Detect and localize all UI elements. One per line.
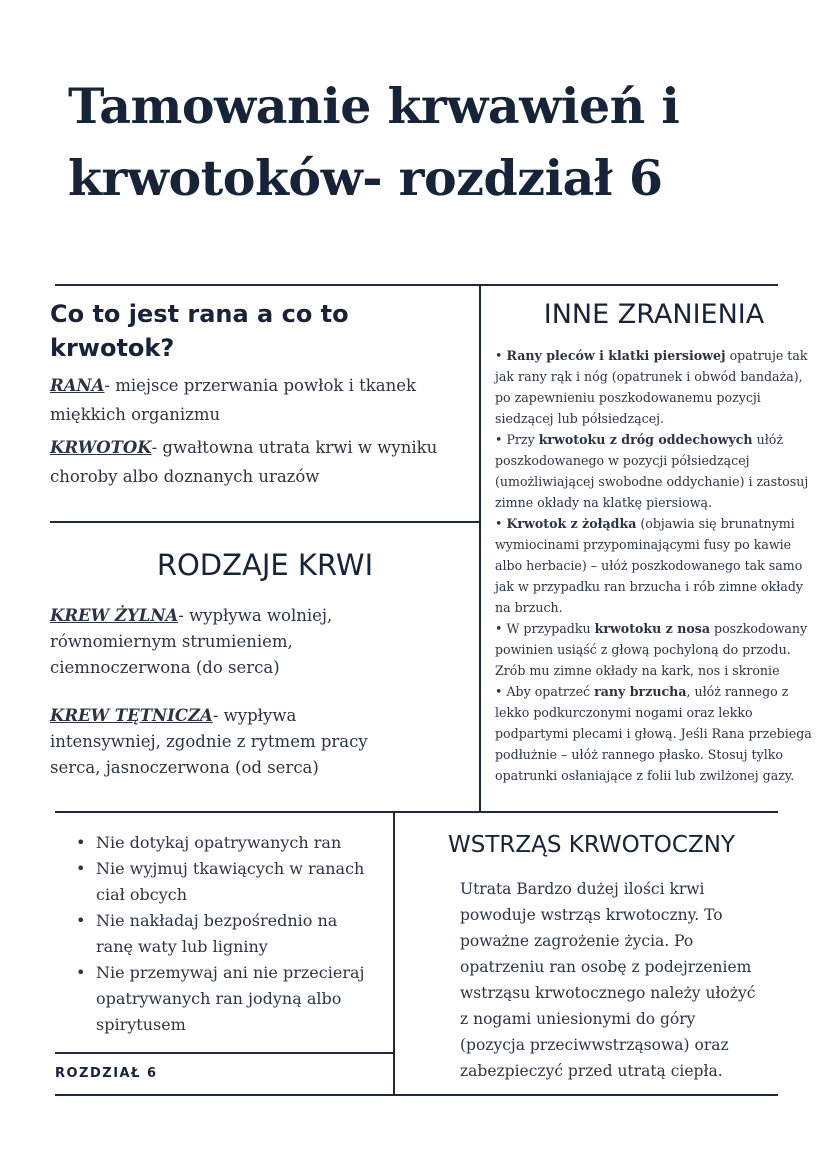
divider-top <box>55 284 778 286</box>
footer-chapter: ROZDZIAŁ 6 <box>55 1066 158 1081</box>
blood-type-text: - wypływa wolniej, równomiernym strumieniem, ciemnoczerwona (do serca) <box>50 606 333 677</box>
list-item: • Nie nakładaj bezpośrednio na ranę waty lub ligniny <box>70 908 370 960</box>
page-title: Tamowanie krwawień i krwotoków- rozdział 6 <box>68 77 680 207</box>
definition-term: RANA <box>50 376 105 395</box>
blood-types-heading: RODZAJE KRWI <box>156 548 374 582</box>
divider-middle <box>55 811 778 813</box>
list-item: • Przy krwotoku z dróg oddechowych ułóż poszkodowanego w pozycji półsiedzącej (umożliwiającej swobodne oddychanie) i zastosuj zimne okłady na klatkę piersiową. <box>495 432 809 510</box>
blood-type-arterial <box>50 703 380 781</box>
shock-text: Utrata Bardzo dużej ilości krwi powoduje wstrząs krwotoczny. To poważne zagrożenie życia. Po opatrzeniu ran osobę z podejrzeniem wstrząsu krwotocznego należy ułożyć z nogami uniesionymi do góry (pozycja przeciwwstrząsowa) oraz zabezpieczyć przed utratą ciepła. <box>460 880 756 1080</box>
definition-text: - miejsce przerwania powłok i tkanek miękkich organizmu <box>50 376 417 424</box>
divider-left-middle <box>50 521 480 523</box>
definition-rana <box>50 371 470 429</box>
other-injuries-list <box>495 345 817 786</box>
blood-type-term: KREW ŻYLNA <box>50 606 179 625</box>
definition-term: KRWOTOK <box>50 438 152 457</box>
blood-type-venous <box>50 603 380 681</box>
list-item: • Rany pleców i klatki piersiowej opatruje tak jak rany rąk i nóg (opatrunek i obwód bandaża), po zapewnieniu poszkodowanemu pozycji siedzącej lub półsiedzącej. <box>495 348 808 426</box>
definitions-heading: Co to jest rana a co to krwotok? <box>50 300 349 362</box>
divider-bottom <box>55 1094 778 1096</box>
shock-heading: WSTRZĄS KRWOTOCZNY <box>448 832 735 858</box>
list-item: • Nie wyjmuj tkawiących w ranach ciał obcych <box>70 856 370 908</box>
definition-text: - gwałtowna utrata krwi w wyniku choroby albo doznanych urazów <box>50 438 438 486</box>
list-item: • W przypadku krwotoku z nosa poszkodowany powinien usiąść z głową pochyloną do przodu. Zrób mu zimne okłady na kark, nos i skronie <box>495 621 808 678</box>
blood-type-text: - wypływa intensywniej, zgodnie z rytmem pracy serca, jasnoczerwona (od serca) <box>50 706 368 777</box>
list-item: • Nie przemywaj ani nie przecieraj opatrywanych ran jodyną albo spirytusem <box>70 960 370 1038</box>
definition-krwotok <box>50 433 470 491</box>
divider-left-footer <box>55 1052 394 1054</box>
list-item: • Nie dotykaj opatrywanych ran <box>70 830 370 856</box>
blood-type-term: KREW TĘTNICZA <box>50 706 213 725</box>
donts-list <box>70 830 370 1038</box>
list-item: • Aby opatrzeć rany brzucha, ułóż rannego z lekko podkurczonymi nogami oraz lekko podpartymi plecami i głową. Jeśli Rana przebiega podłużnie – ułóż rannego płasko. Stosuj tylko opatrunki osłaniające z folii lub zwilżonej gazy. <box>495 684 812 783</box>
other-injuries-heading: INNE ZRANIENIA <box>543 299 765 330</box>
list-item: • Krwotok z żołądka (objawia się brunatnymi wymiocinami przypominającymi fusy po kawie albo herbacie) – ułóż poszkodowanego tak samo jak w przypadku ran brzucha i rób zimne okłady na brzuch. <box>495 516 804 615</box>
